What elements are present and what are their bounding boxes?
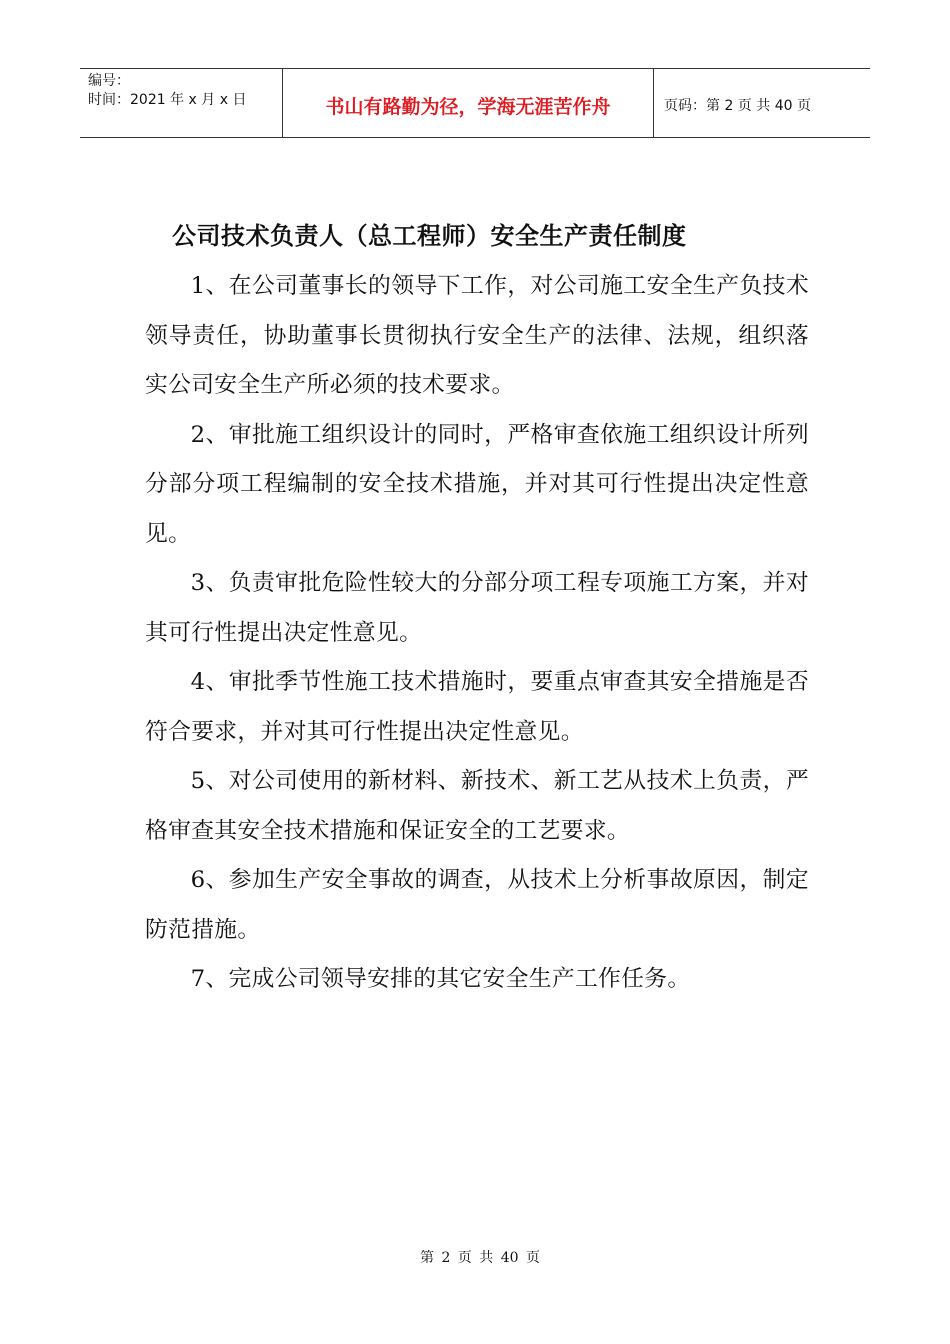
header-page-cell — [654, 69, 870, 137]
paragraph-3: 3、负责审批危险性较大的分部分项工程专项施工方案，并对其可行性提出决定性意见。 — [145, 570, 809, 646]
paragraph-2: 2、审批施工组织设计的同时，严格审查依施工组织设计所列分部分项工程编制的安全技术措施，并对其可行性提出决定性意见。 — [145, 421, 809, 547]
document-title: 公司技术负责人（总工程师）安全生产责任制度 — [172, 222, 687, 250]
header-motto-cell — [282, 69, 654, 137]
paragraph-5: 5、对公司使用的新材料、新技术、新工艺从技术上负责，严格审查其安全技术措施和保证安全的工艺要求。 — [145, 768, 809, 844]
paragraph-4: 4、审批季节性施工技术措施时，要重点审查其安全措施是否符合要求，并对其可行性提出决定性意见。 — [145, 669, 809, 745]
header-page-info: 页码：第 2 页 共 40 页 — [664, 98, 811, 114]
header-motto: 书山有路勤为径，学海无涯苦作舟 — [325, 95, 611, 118]
header-meta-cell — [80, 69, 282, 137]
paragraph-6: 6、参加生产安全事故的调查，从技术上分析事故原因，制定防范措施。 — [145, 867, 809, 943]
document-body — [145, 262, 809, 1005]
document-number-label: 编号： — [88, 73, 130, 89]
paragraph-1: 1、在公司董事长的领导下工作，对公司施工安全生产负技术领导责任，协助董事长贯彻执行安全生产的法律、法规，组织落实公司安全生产所必须的技术要求。 — [145, 273, 809, 398]
page-header-table — [80, 68, 870, 138]
paragraph-7: 7、完成公司领导安排的其它安全生产工作任务。 — [190, 966, 691, 992]
footer-page-number: 第 2 页 共 40 页 — [420, 1250, 540, 1266]
document-date: 时间：2021 年 x 月 x 日 — [88, 92, 247, 108]
